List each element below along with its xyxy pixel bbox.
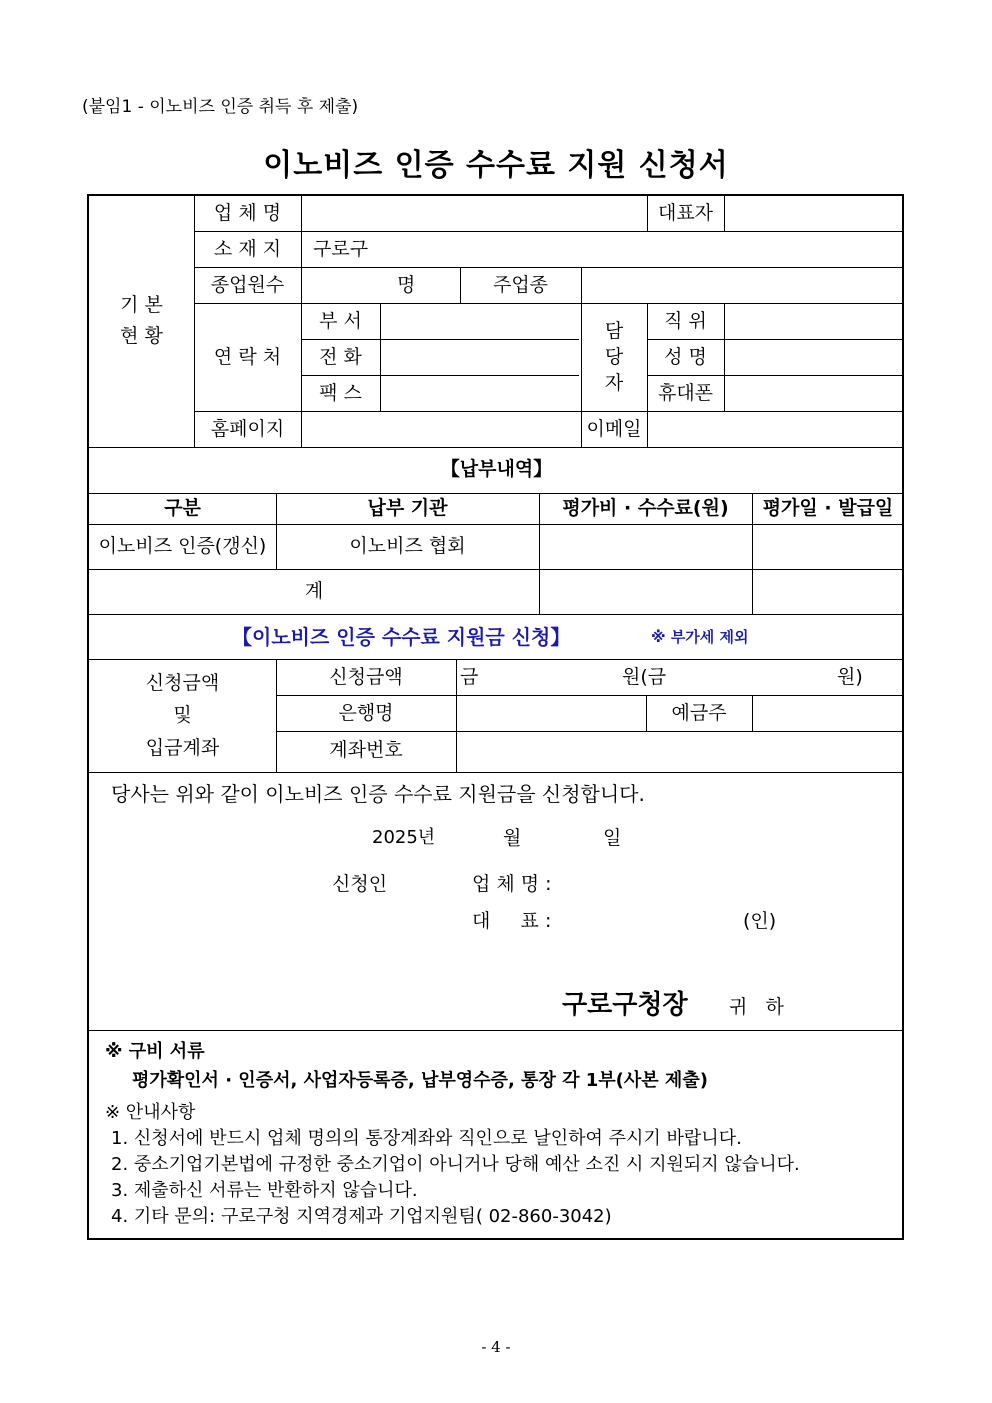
- email-label: 이메일: [586, 418, 642, 440]
- applicant-rep-label: 대 표 :: [472, 910, 552, 932]
- rule: [581, 267, 582, 303]
- rule: [752, 695, 753, 731]
- payment-col-date: 평가일 · 발급일: [762, 497, 894, 519]
- payment-col-fee: 평가비 · 수수료(원): [562, 497, 729, 519]
- rule: [724, 196, 725, 231]
- payment-col-type: 구분: [164, 497, 201, 519]
- rule: [89, 493, 904, 494]
- applicant-company-label: 업 체 명 :: [472, 873, 552, 895]
- declaration-text: 당사는 위와 같이 이노비즈 인증 수수료 지원금을 신청합니다.: [111, 782, 645, 806]
- date-month: 월: [503, 827, 522, 849]
- page-title: 이노비즈 인증 수수료 지원 신청서: [263, 148, 729, 183]
- guide-title: ※ 안내사항: [105, 1102, 196, 1123]
- recipient: 구로구청장: [562, 990, 688, 1020]
- vat-note: ※ 부가세 제외: [651, 628, 749, 646]
- payment-total-label: 계: [304, 580, 324, 602]
- dept-label: 부 서: [319, 310, 362, 332]
- fax-label: 팩 스: [319, 382, 362, 404]
- manager-label-3: 자: [604, 372, 624, 394]
- address-value: 구로구: [313, 238, 369, 260]
- rule: [380, 303, 381, 411]
- page-number: - 4 -: [481, 1338, 511, 1356]
- payment-col-org: 납부 기관: [367, 497, 448, 519]
- amount-label: 신청금액: [329, 666, 403, 688]
- account-label: 계좌번호: [329, 739, 403, 761]
- rule: [89, 772, 904, 773]
- amount-won-close: 원): [837, 666, 863, 688]
- rule: [456, 659, 457, 772]
- phone-label: 전 화: [319, 346, 362, 368]
- payment-row-type: 이노비즈 인증(갱신): [98, 535, 267, 557]
- bank-label: 은행명: [338, 702, 394, 724]
- ceo-label: 대표자: [657, 202, 714, 224]
- basic-section-label-2: 현 황: [120, 325, 163, 347]
- address-label: 소 재 지: [213, 238, 282, 260]
- manager-label-1: 담: [604, 320, 624, 342]
- amount-prefix: 금: [460, 666, 479, 688]
- docs-text: 평가확인서 · 인증서, 사업자등록증, 납부영수증, 통장 각 1부(사본 제출): [132, 1070, 708, 1091]
- apply-left-label-3: 입금계좌: [145, 737, 220, 759]
- manager-label-2: 당: [604, 346, 624, 368]
- apply-left-label-2: 및: [173, 704, 192, 726]
- rule: [276, 731, 904, 732]
- rule: [647, 339, 904, 340]
- employees-label: 종업원수: [210, 274, 285, 296]
- rule: [89, 1030, 904, 1031]
- attachment-note: (붙임1 - 이노비즈 인증 취득 후 제출): [82, 97, 359, 117]
- contact-label: 연 락 처: [213, 346, 282, 368]
- rule: [89, 447, 904, 448]
- rule: [276, 695, 904, 696]
- guide-item: 2. 중소기업기본법에 규정한 중소기업이 아니거나 당해 예산 소진 시 지원되지 않습니다.: [111, 1154, 800, 1175]
- docs-title: ※ 구비 서류: [105, 1041, 205, 1062]
- payment-heading: 【납부내역】: [440, 458, 553, 480]
- guide-item: 4. 기타 문의: 구로구청 지역경제과 기업지원팀( 02-860-3042): [111, 1206, 612, 1227]
- applicant-label: 신청인: [332, 873, 388, 895]
- rule: [301, 375, 579, 376]
- date-year: 2025년: [372, 827, 436, 848]
- rule: [89, 659, 904, 660]
- apply-heading: 【이노비즈 인증 수수료 지원금 신청】: [232, 625, 571, 649]
- basic-section-label-1: 기 본: [120, 294, 163, 316]
- rule: [89, 524, 904, 525]
- date-day: 일: [603, 827, 622, 849]
- amount-won: 원(금: [622, 666, 667, 688]
- rule: [194, 196, 195, 447]
- guide-item: 3. 제출하신 서류는 반환하지 않습니다.: [111, 1180, 418, 1201]
- rule: [89, 614, 904, 615]
- seal-mark: (인): [743, 910, 777, 932]
- position-label: 직 위: [664, 310, 707, 332]
- holder-label: 예금주: [671, 702, 727, 724]
- rule: [301, 339, 579, 340]
- guide-item: 1. 신청서에 반드시 업체 명의의 통장계좌와 직인으로 날인하여 주시기 바랍니다.: [111, 1128, 742, 1149]
- payment-row-org: 이노비즈 협회: [349, 535, 466, 557]
- rule: [89, 569, 904, 570]
- employees-unit: 명: [397, 274, 416, 296]
- honorific: 귀 하: [729, 996, 784, 1018]
- mobile-label: 휴대폰: [657, 382, 714, 404]
- application-form: [87, 194, 904, 1240]
- homepage-label: 홈페이지: [210, 418, 285, 440]
- business-label: 주업종: [492, 274, 549, 296]
- name-label: 성 명: [664, 346, 707, 368]
- rule: [724, 303, 725, 411]
- company-name-label: 업 체 명: [213, 202, 282, 224]
- rule: [647, 375, 904, 376]
- apply-left-label-1: 신청금액: [145, 672, 220, 694]
